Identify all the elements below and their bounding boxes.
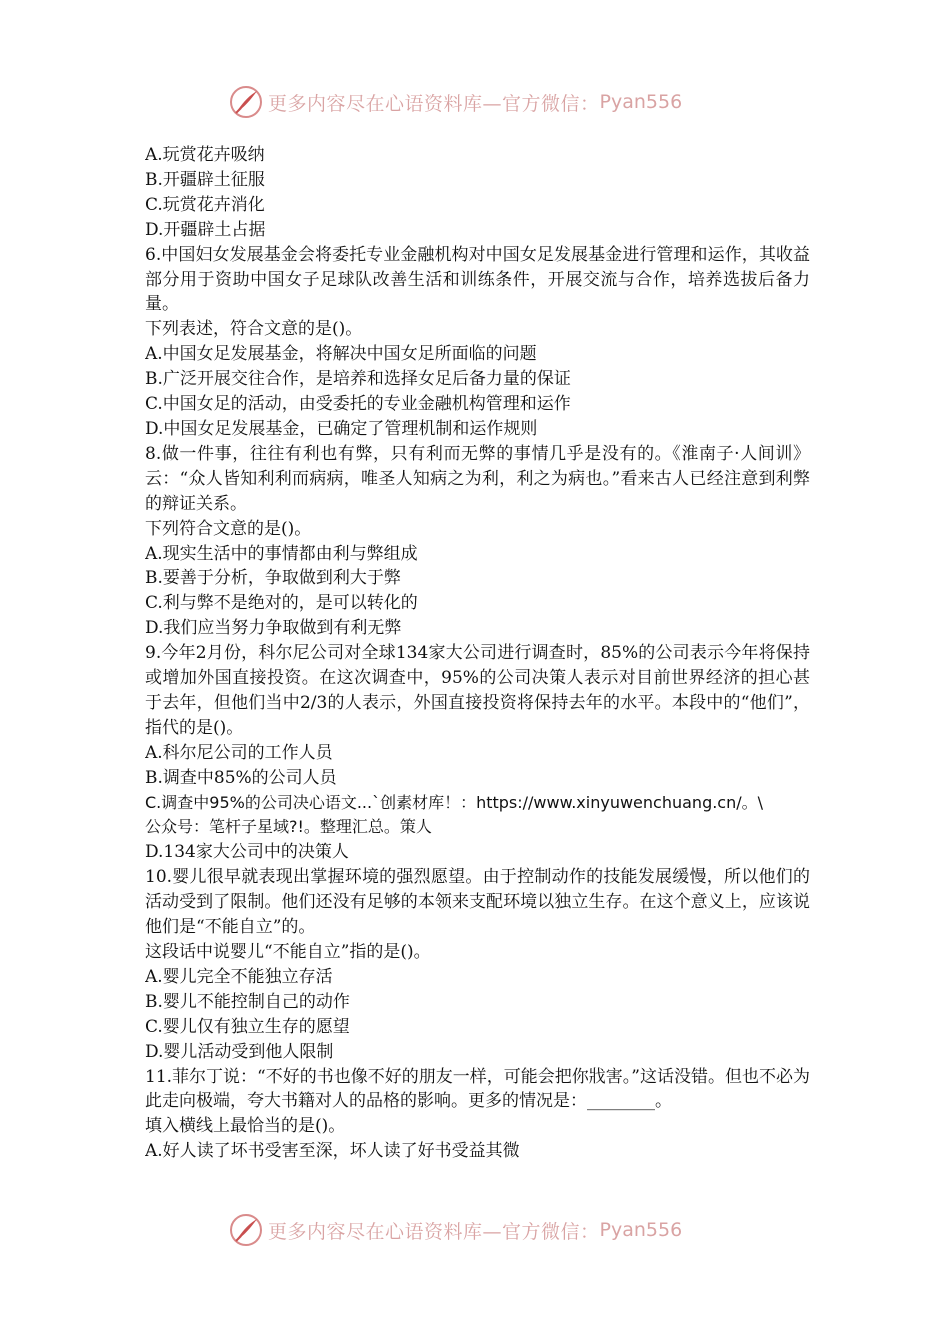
header-watermark [228,82,682,122]
feather-pen-logo-icon [228,1212,264,1248]
q10-option-a: A.婴儿完全不能独立存活 [145,966,333,987]
q5-option-a: A.玩赏花卉吸纳 [145,145,265,165]
q8-option-b: B.要善于分析，争取做到利大于弊 [145,568,401,589]
q6-option-c: C.中国女足的活动，由受委托的专业金融机构管理和运作 [145,394,571,415]
q5-option-b: B.开疆辟土征服 [145,169,265,190]
q9-option-b: B.调查中85%的公司人员 [145,767,337,788]
q10-option-d: D.婴儿活动受到他人限制 [145,1041,334,1062]
watermark-text: 更多内容尽在心语资料库—官方微信： [268,1220,600,1243]
q9-option-c-line1: C.调查中95%的公司决心语文...`创素材库！：https://www.xinyuwenchuang.cn/。\ [145,792,764,812]
q11-option-a: A.好人读了坏书受害至深，坏人读了好书受益其微 [145,1141,520,1162]
q10-option-c: C.婴儿仅有独立生存的愿望 [145,1016,350,1037]
document-body [145,143,810,1164]
q9-option-a: A.科尔尼公司的工作人员 [145,742,333,763]
q8-stem: 8.做一件事，往往有利也有弊，只有利而无弊的事情几乎是没有的。《淮南子·人间训》云：“众人皆知利利而病病，唯圣人知病之为利，利之为病也。”看来古人已经注意到利弊的辩证关系。 [145,443,810,514]
q10-option-b: B.婴儿不能控制自己的动作 [145,991,350,1012]
watermark-wechat-id: Pyan556 [599,1219,683,1241]
q8-option-d: D.我们应当努力争取做到有利无弊 [145,618,402,639]
q11-stem: 11.菲尔丁说：“不好的书也像不好的朋友一样，可能会把你戕害。”这话没错。但也不必为此走向极端，夸大书籍对人的品格的影响。更多的情况是：________。 [145,1066,810,1112]
watermark-wechat-id: Pyan556 [599,91,683,113]
q8-prompt: 下列符合文意的是()。 [145,518,312,539]
q5-option-d: D.开疆辟土占据 [145,219,266,240]
q8-option-c: C.利与弊不是绝对的，是可以转化的 [145,593,418,614]
q9-stem: 9.今年2月份，科尔尼公司对全球134家大公司进行调查时，85%的公司表示今年将保持或增加外国直接投资。在这次调查中，95%的公司决策人表示对目前世界经济的担心甚于去年，但他们当中2/3的人表示，外国直接投资将保持去年的水平。本段中的“他们”，指代的是()。 [145,643,810,738]
q6-option-b: B.广泛开展交往合作，是培养和选择女足后备力量的保证 [145,369,571,390]
watermark-text: 更多内容尽在心语资料库—官方微信： [268,92,600,115]
q8-option-a: A.现实生活中的事情都由利与弊组成 [145,543,418,564]
feather-pen-logo-icon [228,84,264,120]
q6-stem: 6.中国妇女发展基金会将委托专业金融机构对中国女足发展基金进行管理和运作，其收益部分用于资助中国女子足球队改善生活和训练条件，开展交流与合作，培养选拔后备力量。 [145,244,810,315]
q11-prompt: 填入横线上最恰当的是()。 [145,1116,346,1137]
q6-option-d: D.中国女足发展基金，已确定了管理机制和运作规则 [145,418,538,439]
q5-option-c: C.玩赏花卉消化 [145,194,265,215]
footer-watermark [228,1210,682,1250]
q9-option-c-line2: 公众号：笔杆子星域?!。整理汇总。策人 [145,817,432,837]
q9-option-d: D.134家大公司中的决策人 [145,842,349,863]
q6-option-a: A.中国女足发展基金，将解决中国女足所面临的问题 [145,344,537,365]
q10-prompt: 这段话中说婴儿“不能自立”指的是()。 [145,942,431,962]
q10-stem: 10.婴儿很早就表现出掌握环境的强烈愿望。由于控制动作的技能发展缓慢，所以他们的活动受到了限制。他们还没有足够的本领来支配环境以独立生存。在这个意义上，应该说他们是“不能自立”的。 [145,867,810,938]
q6-prompt: 下列表述，符合文意的是()。 [145,319,363,340]
